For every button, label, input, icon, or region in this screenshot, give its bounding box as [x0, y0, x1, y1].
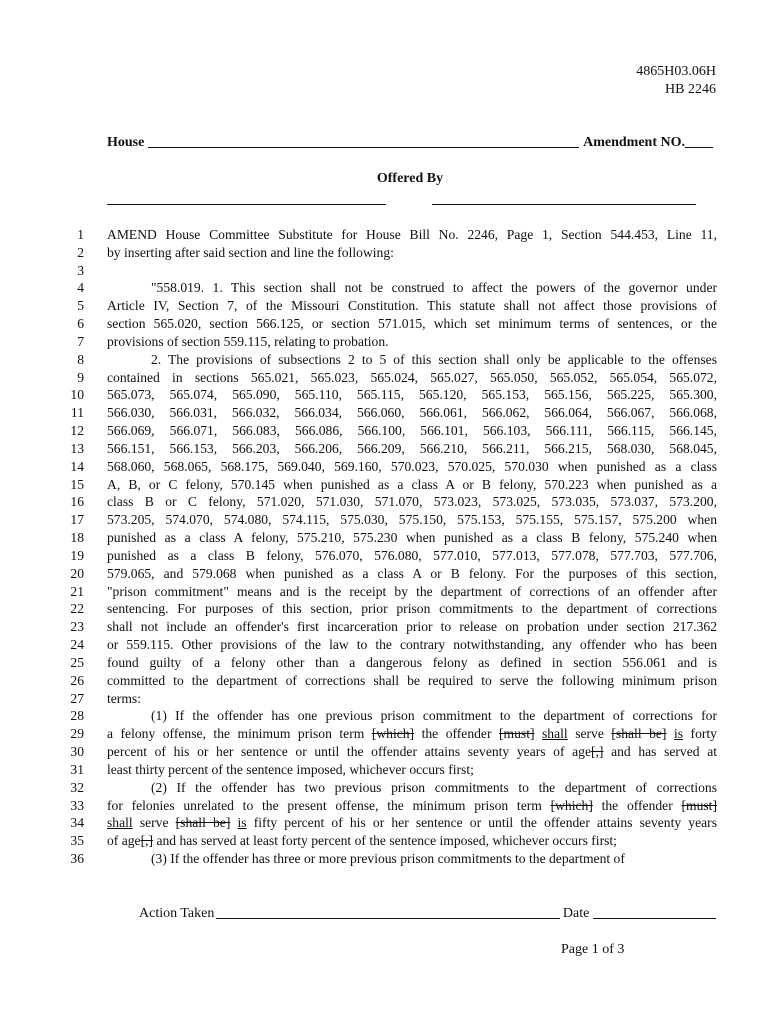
line-segment: terms:	[107, 690, 141, 706]
line-text	[107, 493, 717, 511]
text-line	[0, 351, 770, 369]
text-line	[0, 279, 770, 297]
line-text	[107, 565, 717, 583]
line-segment: the offender	[592, 797, 682, 813]
line-number: 23	[70, 619, 84, 635]
text-line	[0, 493, 770, 511]
line-segment: (3) If the offender has three or more previous prison commitments to the department of	[151, 851, 625, 867]
text-line	[0, 369, 770, 387]
line-number: 27	[70, 690, 84, 706]
inserted-text: shall	[107, 815, 133, 831]
line-segment: provisions of section 559.115, relating to probation.	[107, 333, 389, 349]
text-line	[0, 511, 770, 529]
offered-by-signature-line-1	[107, 203, 386, 205]
line-segment: forty	[683, 726, 717, 742]
line-text	[151, 779, 717, 797]
line-text	[107, 761, 717, 779]
line-number: 18	[70, 530, 84, 546]
line-text	[107, 618, 717, 636]
date-label: Date	[562, 906, 590, 921]
line-text	[151, 351, 717, 369]
struck-text: [which]	[371, 726, 415, 742]
line-segment: committed to the department of corrections shall be required to serve the following minimum prison	[107, 672, 717, 688]
text-line	[0, 529, 770, 547]
line-number: 30	[70, 744, 84, 760]
text-line	[0, 850, 770, 868]
struck-text: [which]	[550, 797, 593, 813]
line-segment: or 559.115. Other provisions of the law to the contrary notwithstanding, any offender who has been	[107, 637, 717, 653]
line-number: 13	[70, 440, 84, 456]
line-segment: 566.069, 566.071, 566.083, 566.086, 566.100, 566.101, 566.103, 566.111, 566.115, 566.145,	[107, 423, 717, 439]
line-text	[107, 369, 717, 387]
text-line	[0, 226, 770, 244]
text-line	[0, 583, 770, 601]
line-number: 15	[70, 476, 84, 492]
text-line	[0, 761, 770, 779]
text-line	[0, 386, 770, 404]
line-segment: A, B, or C felony, 570.145 when punished as a class A or B felony, 570.223 when punished as a	[107, 476, 717, 492]
action-taken-line	[139, 906, 716, 922]
line-segment: section 565.020, section 566.125, or section 571.015, which set minimum terms of sentences, or the	[107, 316, 717, 332]
line-segment: sentencing. For purposes of this section, prior prison commitments to the department of corrections	[107, 601, 717, 617]
text-line	[0, 743, 770, 761]
line-number: 34	[70, 815, 84, 831]
line-text	[107, 583, 717, 601]
line-text	[107, 297, 717, 315]
line-text	[107, 690, 717, 708]
line-text	[107, 832, 717, 850]
text-line	[0, 707, 770, 725]
line-number: 16	[70, 494, 84, 510]
document-code: 4865H03.06H	[636, 64, 716, 79]
line-number: 19	[70, 547, 84, 563]
line-text	[151, 850, 717, 868]
line-segment: contained in sections 565.021, 565.023, 565.024, 565.027, 565.050, 565.052, 565.054, 565.072,	[107, 369, 717, 385]
line-number: 10	[70, 387, 84, 403]
line-text	[107, 797, 717, 815]
date-blank	[593, 917, 716, 919]
page-number: Page 1 of 3	[561, 942, 625, 957]
struck-text: [must]	[499, 726, 535, 742]
line-text	[107, 511, 717, 529]
line-segment: shall not include an offender's first incarceration prior to release on probation under section 217.362	[107, 619, 717, 635]
line-segment: the offender	[414, 726, 499, 742]
line-segment: serve	[567, 726, 612, 742]
line-segment: 579.065, and 579.068 when punished as a class A or B felony. For the purposes of this section,	[107, 565, 717, 581]
line-number: 2	[77, 244, 84, 260]
text-line	[0, 297, 770, 315]
line-segment: (1) If the offender has one previous prison commitment to the department of corrections for	[151, 708, 717, 724]
amendment-number-label: Amendment NO.____	[583, 135, 713, 150]
house-blank-line	[148, 146, 579, 148]
text-line	[0, 600, 770, 618]
text-line	[0, 547, 770, 565]
line-segment: punished as a class A felony, 575.210, 575.230 when punished as a class B felony, 575.240 when	[107, 530, 717, 546]
line-segment: punished as a class B felony, 576.070, 576.080, 577.010, 577.013, 577.078, 577.703, 577.706,	[107, 547, 717, 563]
line-number: 20	[70, 565, 84, 581]
text-line	[0, 618, 770, 636]
text-line	[0, 779, 770, 797]
line-text	[107, 333, 717, 351]
line-segment: percent of his or her sentence or until the offender attains seventy years of age	[107, 744, 591, 760]
offered-by-signature-line-2	[432, 203, 696, 205]
text-line	[0, 636, 770, 654]
bill-number: HB 2246	[665, 82, 716, 97]
line-number: 31	[70, 761, 84, 777]
line-segment: by inserting after said section and line the following:	[107, 244, 394, 260]
line-number: 33	[70, 797, 84, 813]
line-text	[107, 315, 717, 333]
text-line	[0, 333, 770, 351]
text-line	[0, 440, 770, 458]
line-segment	[535, 726, 543, 741]
line-text	[107, 654, 717, 672]
line-segment: Article IV, Section 7, of the Missouri Constitution. This statute shall not affect those provisions of	[107, 298, 717, 314]
line-text	[107, 244, 717, 262]
line-number: 12	[70, 423, 84, 439]
line-segment: 566.030, 566.031, 566.032, 566.034, 566.060, 566.061, 566.062, 566.064, 566.067, 566.068,	[107, 405, 717, 421]
struck-text: [shall be]	[611, 726, 667, 742]
struck-text: [,]	[591, 744, 604, 760]
inserted-text: shall	[542, 726, 568, 742]
struck-text: [shall be]	[175, 815, 231, 831]
line-segment: (2) If the offender has two previous prison commitments to the department of corrections	[151, 779, 717, 795]
line-number: 4	[77, 280, 84, 296]
line-number: 25	[70, 654, 84, 670]
line-number: 5	[77, 298, 84, 314]
line-segment: and has served at least forty percent of the sentence imposed, whichever occurs first;	[153, 833, 617, 849]
line-segment: least thirty percent of the sentence imposed, whichever occurs first;	[107, 761, 474, 777]
line-segment	[666, 726, 674, 741]
line-number: 29	[70, 726, 84, 742]
line-text	[107, 814, 717, 832]
inserted-text: is	[673, 726, 684, 742]
line-text	[107, 440, 717, 458]
line-number: 36	[70, 851, 84, 867]
house-label: House	[107, 135, 145, 150]
line-number: 9	[77, 369, 84, 385]
line-segment: 573.205, 574.070, 574.080, 574.115, 575.030, 575.150, 575.153, 575.155, 575.157, 575.200 when	[107, 512, 717, 528]
line-segment: 2. The provisions of subsections 2 to 5 of this section shall only be applicable to the offenses	[151, 351, 717, 367]
text-line	[0, 315, 770, 333]
line-text	[107, 386, 717, 404]
line-segment: 568.060, 568.065, 568.175, 569.040, 569.160, 570.023, 570.025, 570.030 when punished as a class	[107, 458, 717, 474]
line-segment: of age	[107, 833, 141, 849]
text-line	[0, 654, 770, 672]
line-number: 11	[70, 405, 84, 421]
line-text	[107, 226, 717, 244]
line-segment: for felonies unrelated to the present offense, the minimum prison term	[107, 797, 551, 813]
line-number: 26	[70, 672, 84, 688]
line-text	[107, 600, 717, 618]
line-text	[151, 279, 717, 297]
action-taken-blank	[216, 917, 560, 919]
text-line	[0, 690, 770, 708]
line-text	[107, 725, 717, 743]
line-text	[151, 707, 717, 725]
text-line	[0, 404, 770, 422]
text-line	[0, 565, 770, 583]
line-segment: and has served at	[603, 744, 718, 760]
line-number: 17	[70, 512, 84, 528]
text-line	[0, 814, 770, 832]
line-number: 3	[77, 262, 84, 278]
inserted-text: is	[237, 815, 247, 831]
text-line	[0, 725, 770, 743]
line-number: 32	[70, 779, 84, 795]
line-number: 8	[77, 351, 84, 367]
line-text	[107, 422, 717, 440]
line-text	[107, 458, 717, 476]
line-text	[107, 529, 717, 547]
line-number: 1	[77, 227, 84, 242]
line-segment: found guilty of a felony other than a dangerous felony as defined in section 556.061 and is	[107, 654, 717, 670]
house-amendment-line	[107, 135, 713, 151]
line-segment: "558.019. 1. This section shall not be construed to affect the powers of the governor under	[151, 280, 717, 296]
text-line	[0, 672, 770, 690]
line-segment: 566.151, 566.153, 566.203, 566.206, 566.209, 566.210, 566.211, 566.215, 568.030, 568.045,	[107, 440, 717, 456]
line-number: 14	[70, 458, 84, 474]
line-number: 6	[77, 316, 84, 332]
line-segment: class B or C felony, 571.020, 571.030, 571.070, 573.023, 573.025, 573.035, 573.037, 573.200,	[107, 494, 717, 510]
line-segment: AMEND House Committee Substitute for House Bill No. 2246, Page 1, Section 544.453, Line 11,	[107, 227, 717, 242]
text-line	[0, 262, 770, 280]
line-segment	[230, 815, 237, 830]
text-line	[0, 244, 770, 262]
line-number: 28	[70, 708, 84, 724]
struck-text: [,]	[140, 833, 154, 849]
line-segment: serve	[132, 815, 176, 831]
line-segment: fifty percent of his or her sentence or until the offender attains seventy years	[246, 815, 717, 831]
action-taken-label: Action Taken	[139, 906, 215, 921]
line-segment: "prison commitment" means and is the receipt by the department of corrections of an offender after	[107, 583, 717, 599]
line-number: 35	[70, 833, 84, 849]
text-line	[0, 797, 770, 815]
offered-by-label: Offered By	[376, 171, 444, 186]
text-line	[0, 832, 770, 850]
line-text	[107, 672, 717, 690]
line-text	[107, 547, 717, 565]
line-text	[107, 476, 717, 494]
line-segment: a felony offense, the minimum prison term	[107, 726, 372, 742]
document-header	[636, 63, 716, 99]
line-number: 24	[70, 637, 84, 653]
line-number: 21	[70, 583, 84, 599]
line-segment: 565.073, 565.074, 565.090, 565.110, 565.115, 565.120, 565.153, 565.156, 565.225, 565.300,	[107, 387, 717, 403]
line-text	[107, 636, 717, 654]
line-text	[107, 404, 717, 422]
line-text	[107, 743, 717, 761]
text-line	[0, 476, 770, 494]
text-line	[0, 422, 770, 440]
struck-text: [must]	[681, 797, 717, 813]
text-line	[0, 458, 770, 476]
line-number: 7	[77, 333, 84, 349]
line-number: 22	[70, 601, 84, 617]
